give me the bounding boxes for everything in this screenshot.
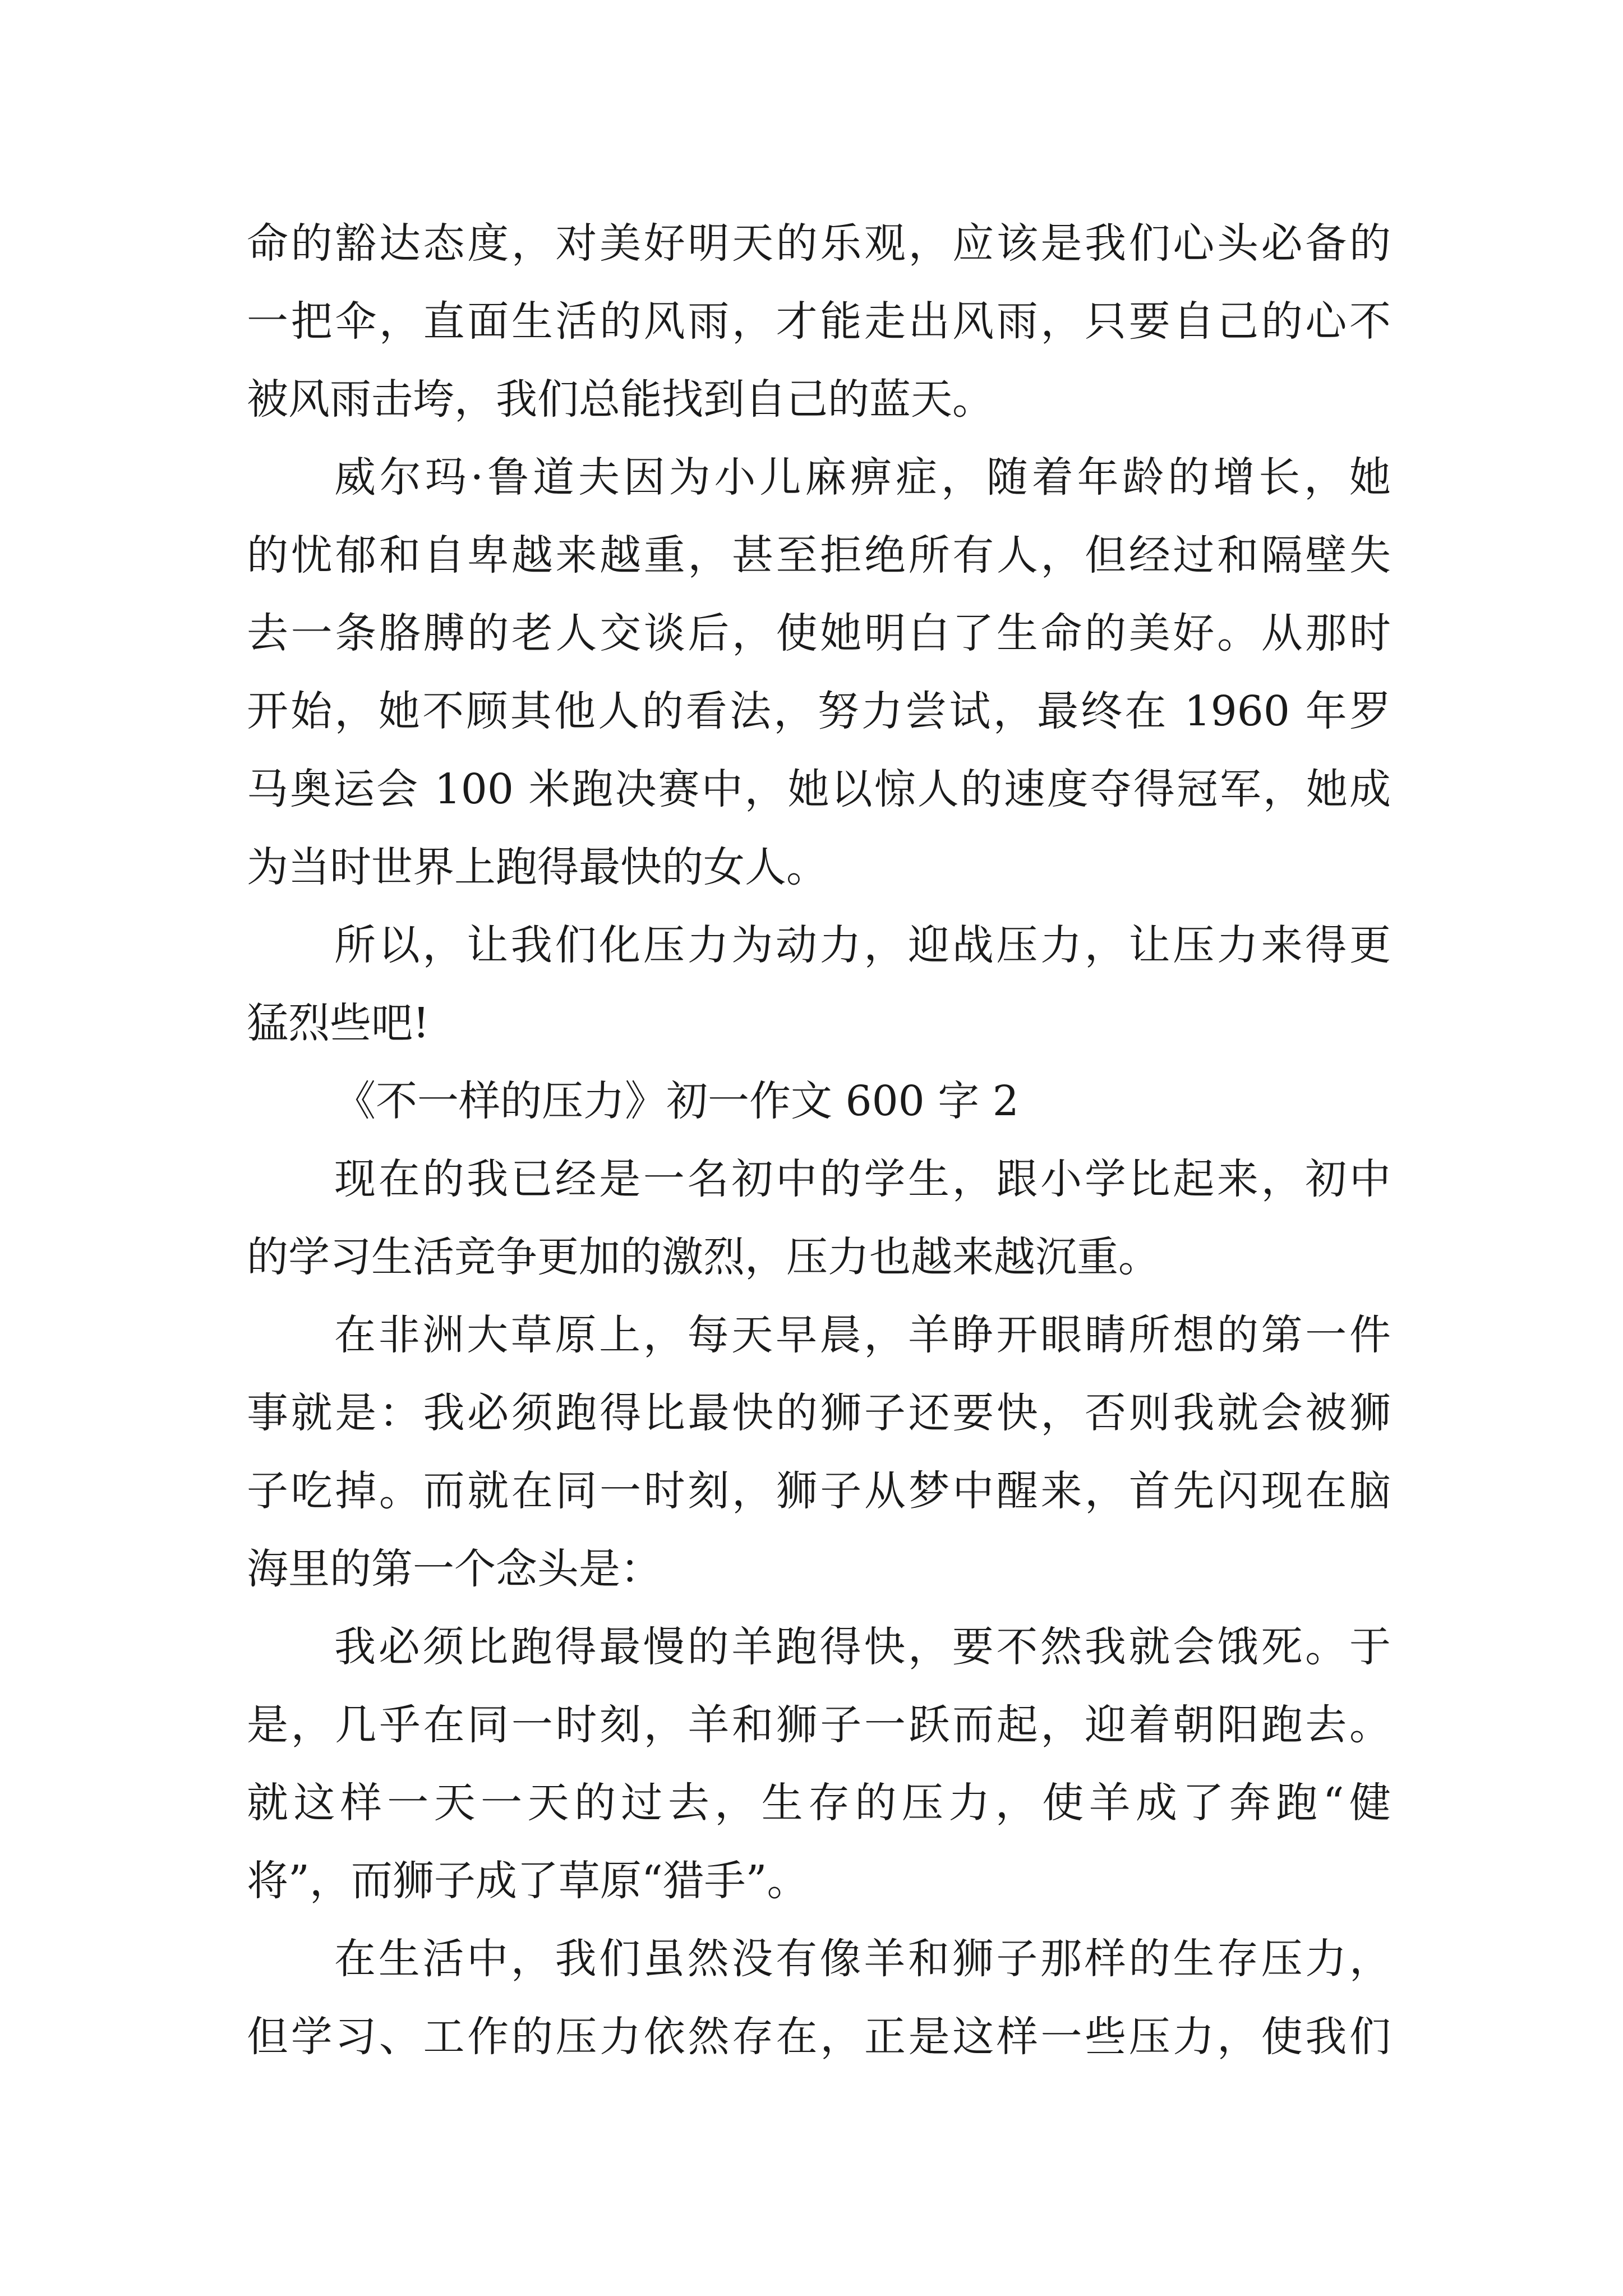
text-line: 被风雨击垮，我们总能找到自己的蓝天。: [247, 375, 994, 424]
text-line: 的学习生活竞争更加的激烈，压力也越来越沉重。: [247, 1233, 1160, 1281]
text-line: 在非洲大草原上，每天早晨，羊睁开眼睛所想的第一件: [334, 1311, 1391, 1359]
text-line: 将”，而狮子成了草原“猎手”。: [247, 1857, 809, 1905]
text-line: 海里的第一个念头是：: [247, 1545, 662, 1593]
text-line: 但学习、工作的压力依然存在，正是这样一些压力，使我们: [247, 2013, 1391, 2061]
section-heading: 《不一样的压力》初一作文 600 字 2: [334, 1077, 1019, 1125]
text-line: 事就是：我必须跑得比最快的狮子还要快，否则我就会被狮: [247, 1389, 1391, 1437]
text-line: 所以，让我们化压力为动力，迎战压力，让压力来得更: [334, 921, 1391, 969]
text-line: 去一条胳膊的老人交谈后，使她明白了生命的美好。从那时: [247, 609, 1391, 657]
text-line: 是，几乎在同一时刻，羊和狮子一跃而起，迎着朝阳跑去。: [247, 1701, 1391, 1749]
text-line: 命的豁达态度，对美好明天的乐观，应该是我们心头必备的: [247, 219, 1391, 268]
text-line: 在生活中，我们虽然没有像羊和狮子那样的生存压力，: [334, 1935, 1391, 1983]
text-line: 开始，她不顾其他人的看法，努力尝试，最终在 1960 年罗: [247, 687, 1391, 735]
text-line: 为当时世界上跑得最快的女人。: [247, 843, 828, 891]
text-line: 一把伞，直面生活的风雨，才能走出风雨，只要自己的心不: [247, 297, 1391, 346]
text-line: 威尔玛·鲁道夫因为小儿麻痹症，随着年龄的增长，她: [334, 453, 1391, 501]
text-line: 我必须比跑得最慢的羊跑得快，要不然我就会饿死。于: [334, 1623, 1391, 1671]
text-line: 的忧郁和自卑越来越重，甚至拒绝所有人，但经过和隔壁失: [247, 531, 1391, 579]
text-line: 现在的我已经是一名初中的学生，跟小学比起来，初中: [334, 1155, 1391, 1203]
text-line: 猛烈些吧!: [247, 999, 430, 1047]
text-line: 子吃掉。而就在同一时刻，狮子从梦中醒来，首先闪现在脑: [247, 1467, 1391, 1515]
text-line: 就这样一天一天的过去，生存的压力，使羊成了奔跑“健: [247, 1779, 1391, 1827]
text-line: 马奥运会 100 米跑决赛中，她以惊人的速度夺得冠军，她成: [247, 765, 1391, 813]
